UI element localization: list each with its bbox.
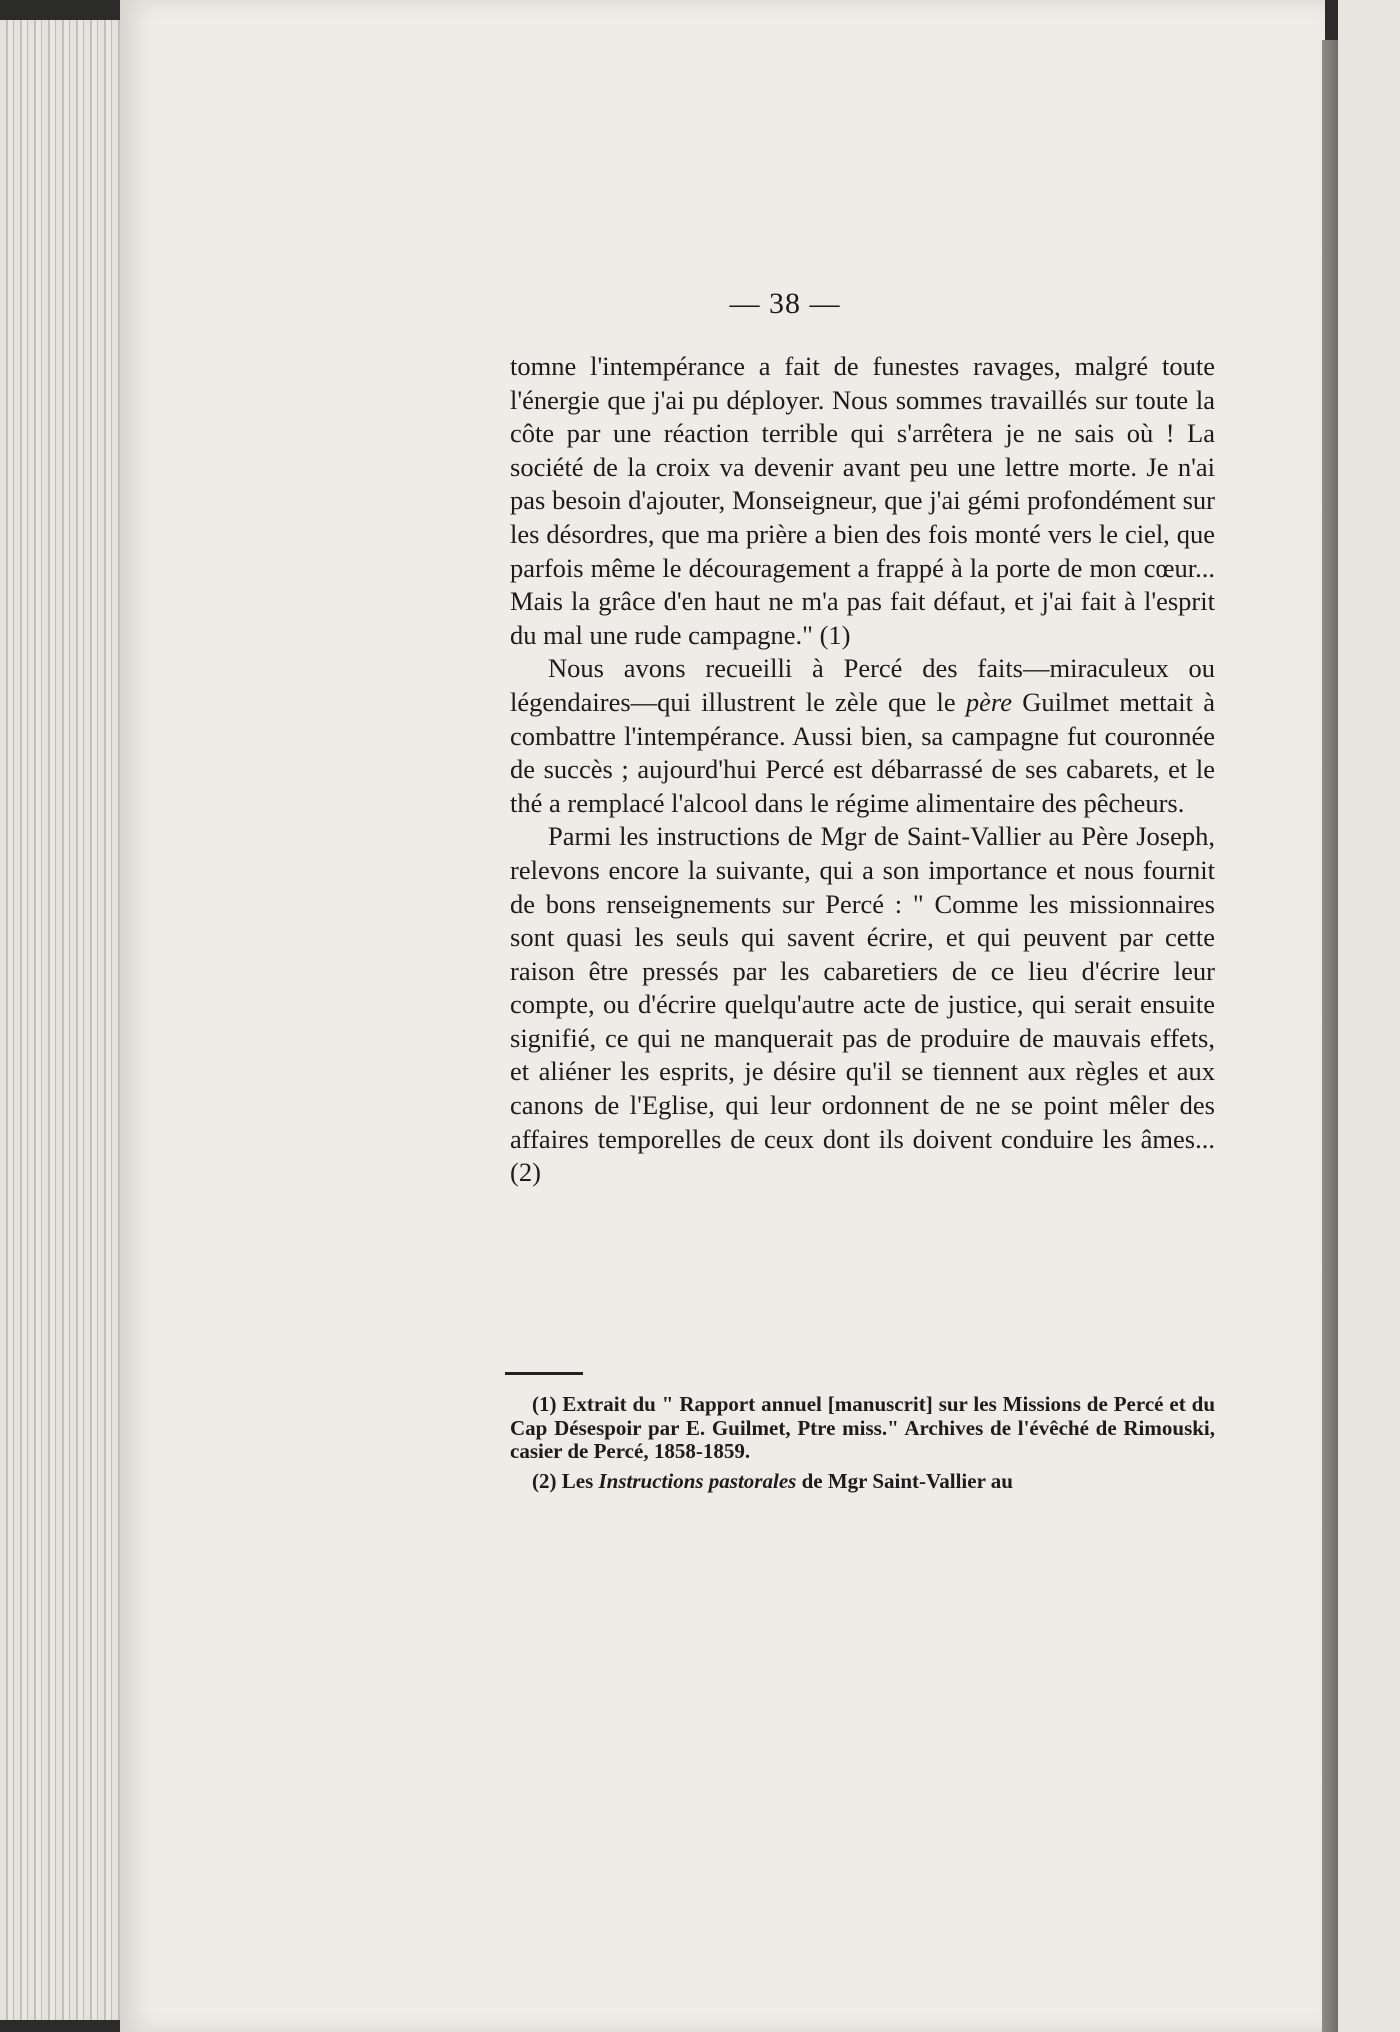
page-gutter-shadow — [1322, 40, 1338, 2032]
italic-text: père — [965, 686, 1013, 717]
footnotes — [510, 1393, 1215, 1493]
body-text — [510, 350, 1215, 1190]
footnote-1: (1) Extrait du " Rapport annuel [manuscrit] sur les Missions de Percé et du Cap Désespoir par E. Guilmet, Ptre miss." Archives de l'évêché de Rimouski, casier de Percé, 1858-1859. — [510, 1392, 1215, 1463]
italic-text: Instructions pastorales — [598, 1468, 797, 1493]
paragraph-1: tomne l'intempérance a fait de funestes ravages, malgré toute l'énergie que j'ai pu déployer. Nous sommes travaillés sur toute la côte par une réaction terrible qui s'arrêtera je ne sais où ! La société de la croix va devenir avant peu une lettre morte. Je n'ai pas besoin d'ajouter, Monseigneur, que j'ai gémi profondément sur les désordres, que ma prière a bien des fois monté vers le ciel, que parfois même le découragement a frappé à la porte de mon cœur... Mais la grâce d'en haut ne m'a pas fait défaut, et j'ai fait à l'esprit du mal une rude campagne." (1) — [510, 351, 1215, 650]
page-number: — 38 — — [729, 287, 841, 320]
paragraph-3: Parmi les instructions de Mgr de Saint-Vallier au Père Joseph, relevons encore la suivante, qui a son importance et nous fournit de bons renseignements sur Percé : " Comme les missionnaires sont quasi les seuls qui savent écrire, et qui peuvent par cette raison être pressés par les cabaretiers de ce lieu d'écrire leur compte, ou d'écrire quelqu'autre acte de justice, qui serait ensuite signifié, ce qui ne manquerait pas de produire de mauvais effets, et aliéner les esprits, je désire qu'il se tiennent aux règles et aux canons de l'Eglise, qui leur ordonnent de ne se point mêler des affaires temporelles de ceux dont ils doivent conduire les âmes... (2) — [510, 821, 1215, 1188]
paragraph-2: Nous avons recueilli à Percé des faits—miraculeux ou légendaires—qui illustrent le zèle que le père Guilmet mettait à combattre l'intempérance. Aussi bien, sa campagne fut couronnée de succès ; aujourd'hui Percé est débarrassé de ses cabarets, et le thé a remplacé l'alcool dans le régime alimentaire des pêcheurs. — [510, 653, 1215, 818]
footnote-2: (2) Les Instructions pastorales de Mgr Saint-Vallier au — [532, 1468, 1013, 1493]
footnote-divider — [505, 1372, 583, 1375]
